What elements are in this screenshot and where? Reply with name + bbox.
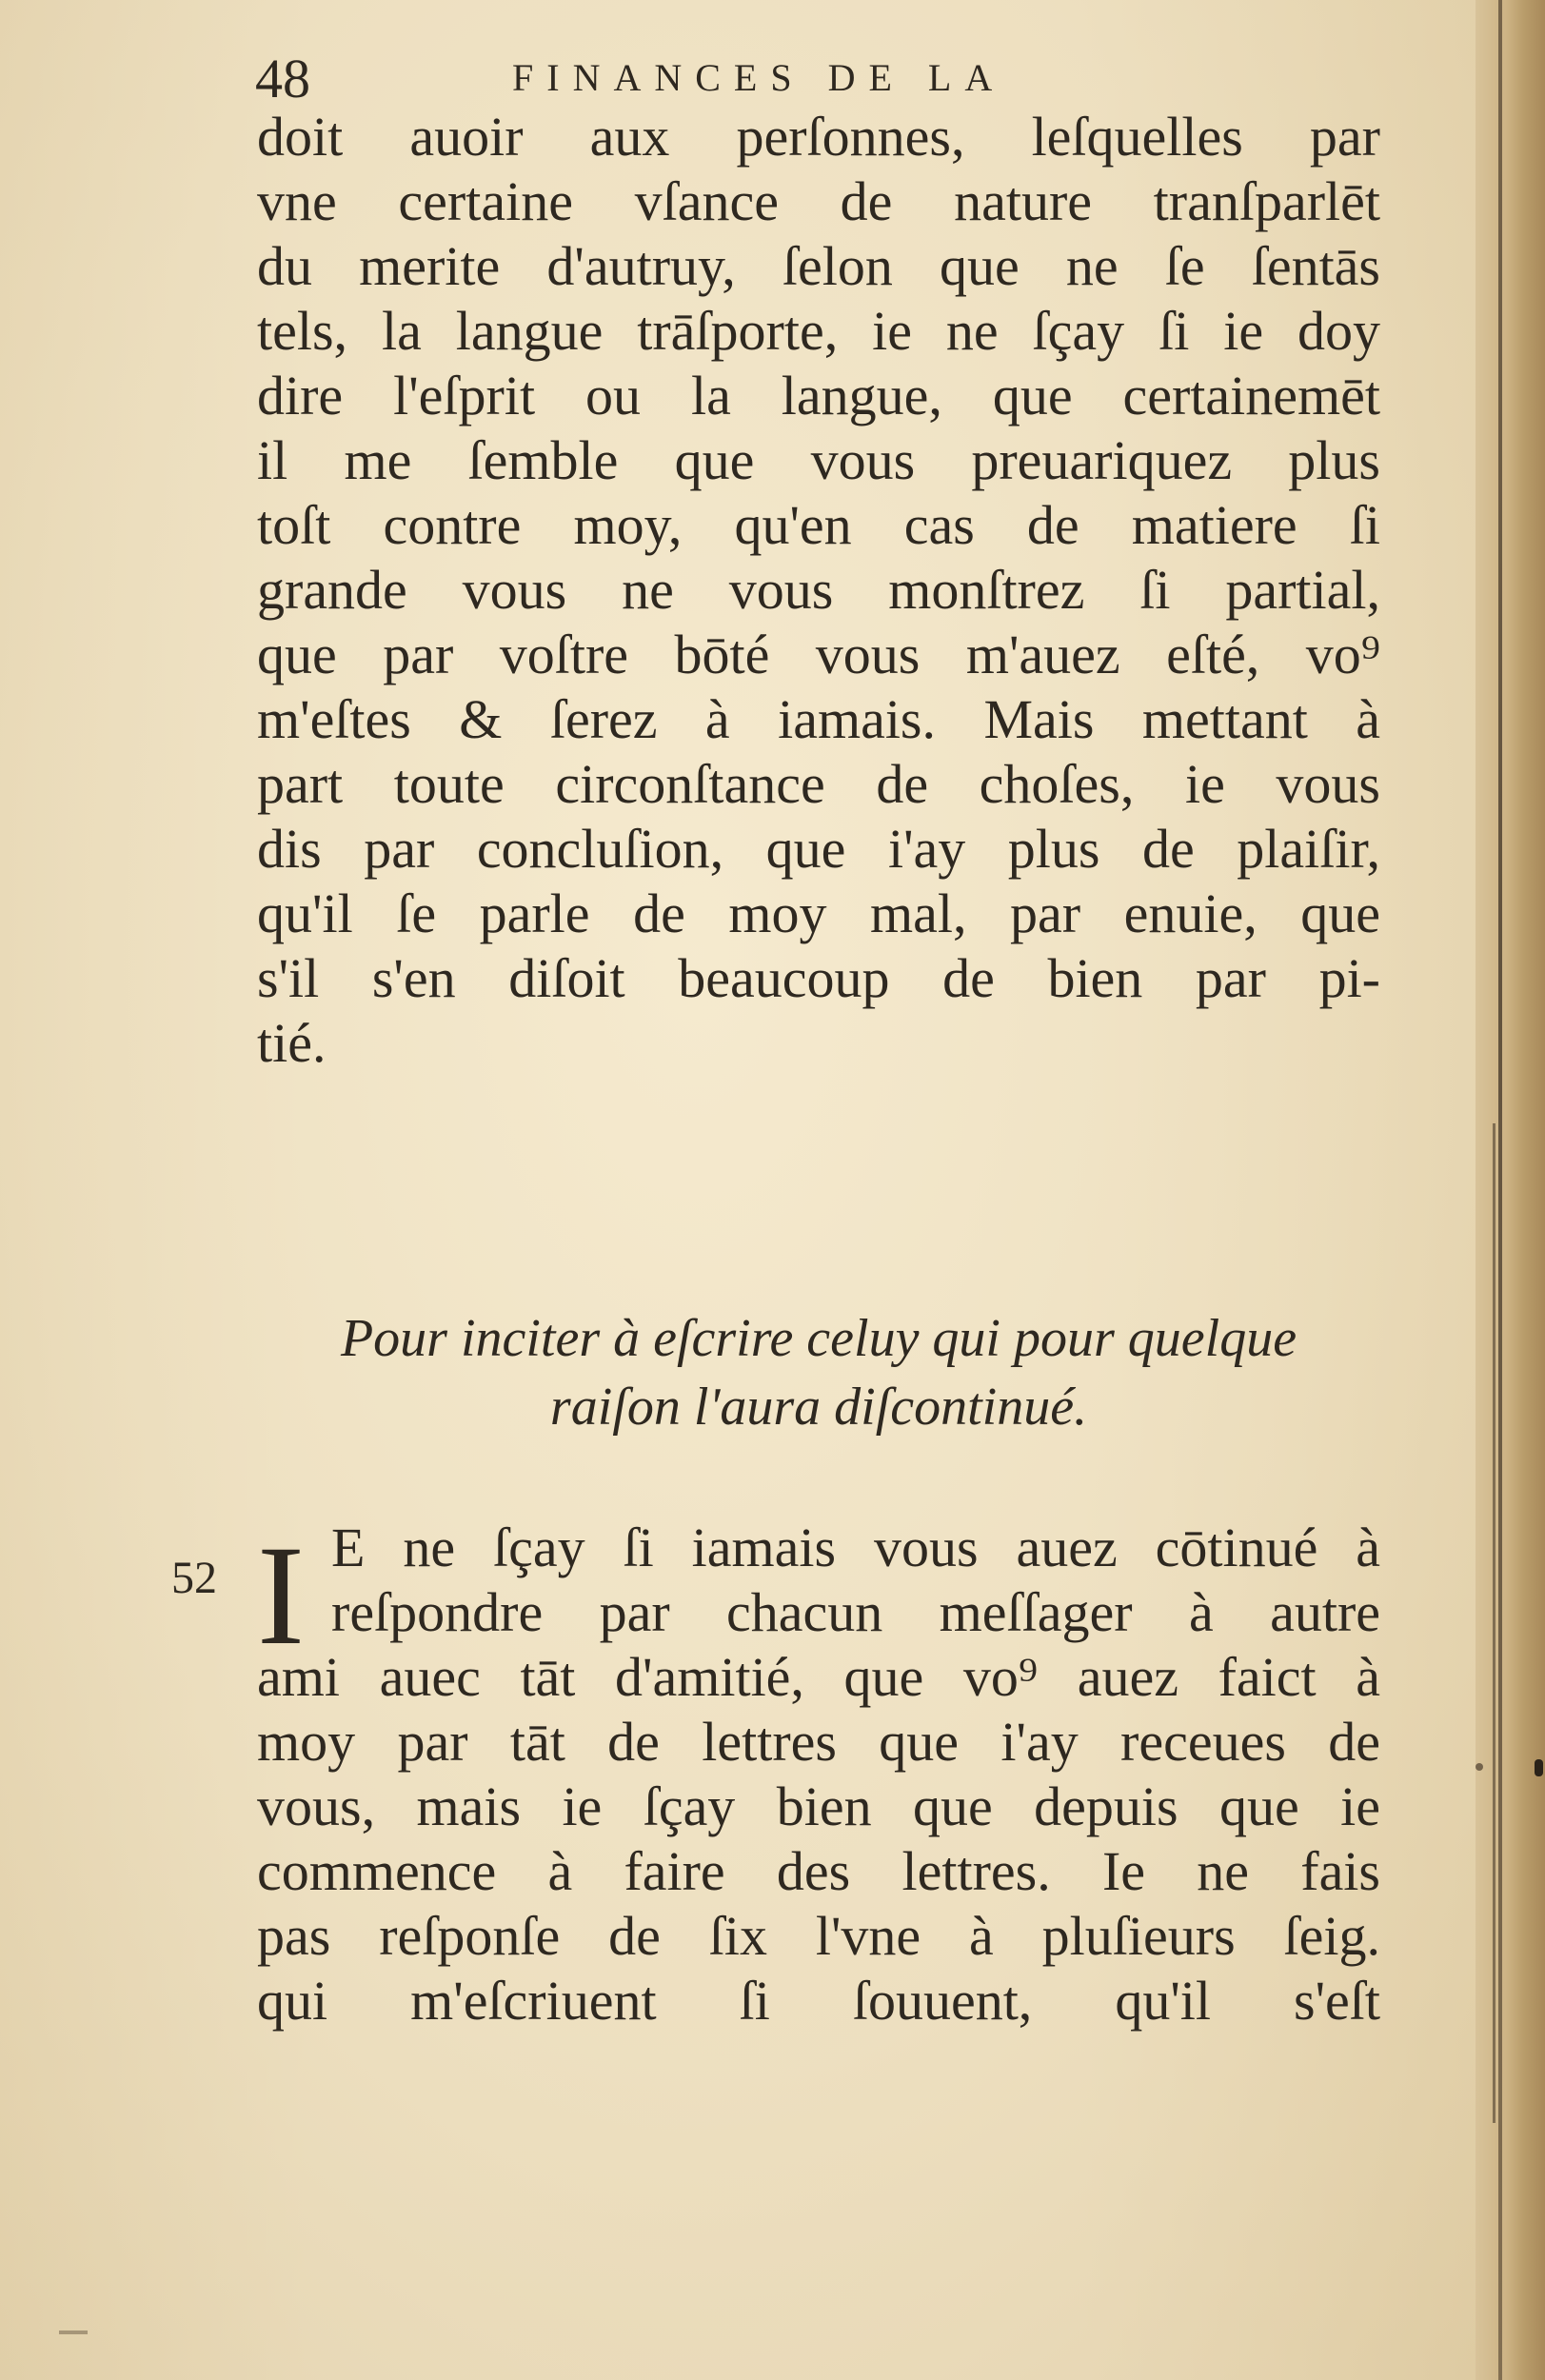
page-gutter-edge bbox=[1476, 0, 1545, 2380]
drop-cap: I bbox=[257, 1517, 305, 1675]
text-line: commence à faire des lettres. Ie ne fais bbox=[257, 1840, 1380, 1902]
section-heading bbox=[257, 1304, 1380, 1441]
text-line: reſpondre par chacun meſſager à autre bbox=[331, 1581, 1380, 1643]
text-line: dis par concluſion, que i'ay plus de plaiſir, bbox=[257, 818, 1380, 880]
text-line: E ne ſçay ſi iamais vous auez cōtinué à bbox=[331, 1517, 1380, 1578]
text-line: ami auec tāt d'amitié, que vo⁹ auez faict à bbox=[257, 1646, 1380, 1708]
running-head: FINANCES DE LA bbox=[512, 56, 1006, 99]
paragraph-2 bbox=[257, 1516, 1380, 2033]
text-line: part toute circonſtance de choſes, ie vous bbox=[257, 753, 1380, 815]
text-line: dire l'eſprit ou la langue, que certainemēt bbox=[257, 365, 1380, 426]
text-line: il me ſemble que vous preuariquez plus bbox=[257, 429, 1380, 491]
text-line: qui m'eſcriuent ſi ſouuent, qu'il s'eſt bbox=[257, 1970, 1380, 2032]
text-line: tels, la langue trāſporte, ie ne ſçay ſi ie doy bbox=[257, 300, 1380, 362]
text-line: pas reſponſe de ſix l'vne à pluſieurs ſeig. bbox=[257, 1905, 1380, 1967]
text-line: que par voſtre bōté vous m'auez eſté, vo⁹ bbox=[257, 624, 1380, 685]
letter-number: 52 bbox=[171, 1553, 217, 1603]
text-line: qu'il ſe parle de moy mal, par enuie, que bbox=[257, 883, 1380, 944]
text-line: du merite d'autruy, ſelon que ne ſe ſentās bbox=[257, 235, 1380, 297]
text-line: vne certaine vſance de nature tranſparlēt bbox=[257, 170, 1380, 232]
text-line: doit auoir aux perſonnes, leſquelles par bbox=[257, 106, 1380, 168]
heading-line: Pour inciter à eſcrire celuy qui pour quelque bbox=[340, 1309, 1297, 1368]
text-line: s'il s'en diſoit beaucoup de bien par pi- bbox=[257, 947, 1380, 1009]
text-line: toſt contre moy, qu'en cas de matiere ſi bbox=[257, 494, 1380, 556]
edge-ink-mark bbox=[1535, 1759, 1543, 1776]
bottom-ink-mark bbox=[59, 2330, 88, 2334]
binding-edge-shadow bbox=[1493, 1123, 1495, 2123]
text-line: tié. bbox=[257, 1012, 327, 1074]
text-line: vous, mais ie ſçay bien que depuis que ie bbox=[257, 1775, 1380, 1837]
page-header bbox=[255, 46, 1207, 112]
text-line: m'eſtes & ſerez à iamais. Mais mettant à bbox=[257, 688, 1380, 750]
paragraph-1 bbox=[257, 105, 1380, 1076]
heading-line: raiſon l'aura diſcontinué. bbox=[549, 1378, 1088, 1437]
text-line: grande vous ne vous monſtrez ſi partial, bbox=[257, 559, 1380, 621]
page-number: 48 bbox=[255, 48, 310, 109]
margin-ink-dot bbox=[1476, 1763, 1483, 1771]
binding-edge-line bbox=[1498, 0, 1502, 2380]
text-line: moy par tāt de lettres que i'ay receues de bbox=[257, 1711, 1380, 1773]
